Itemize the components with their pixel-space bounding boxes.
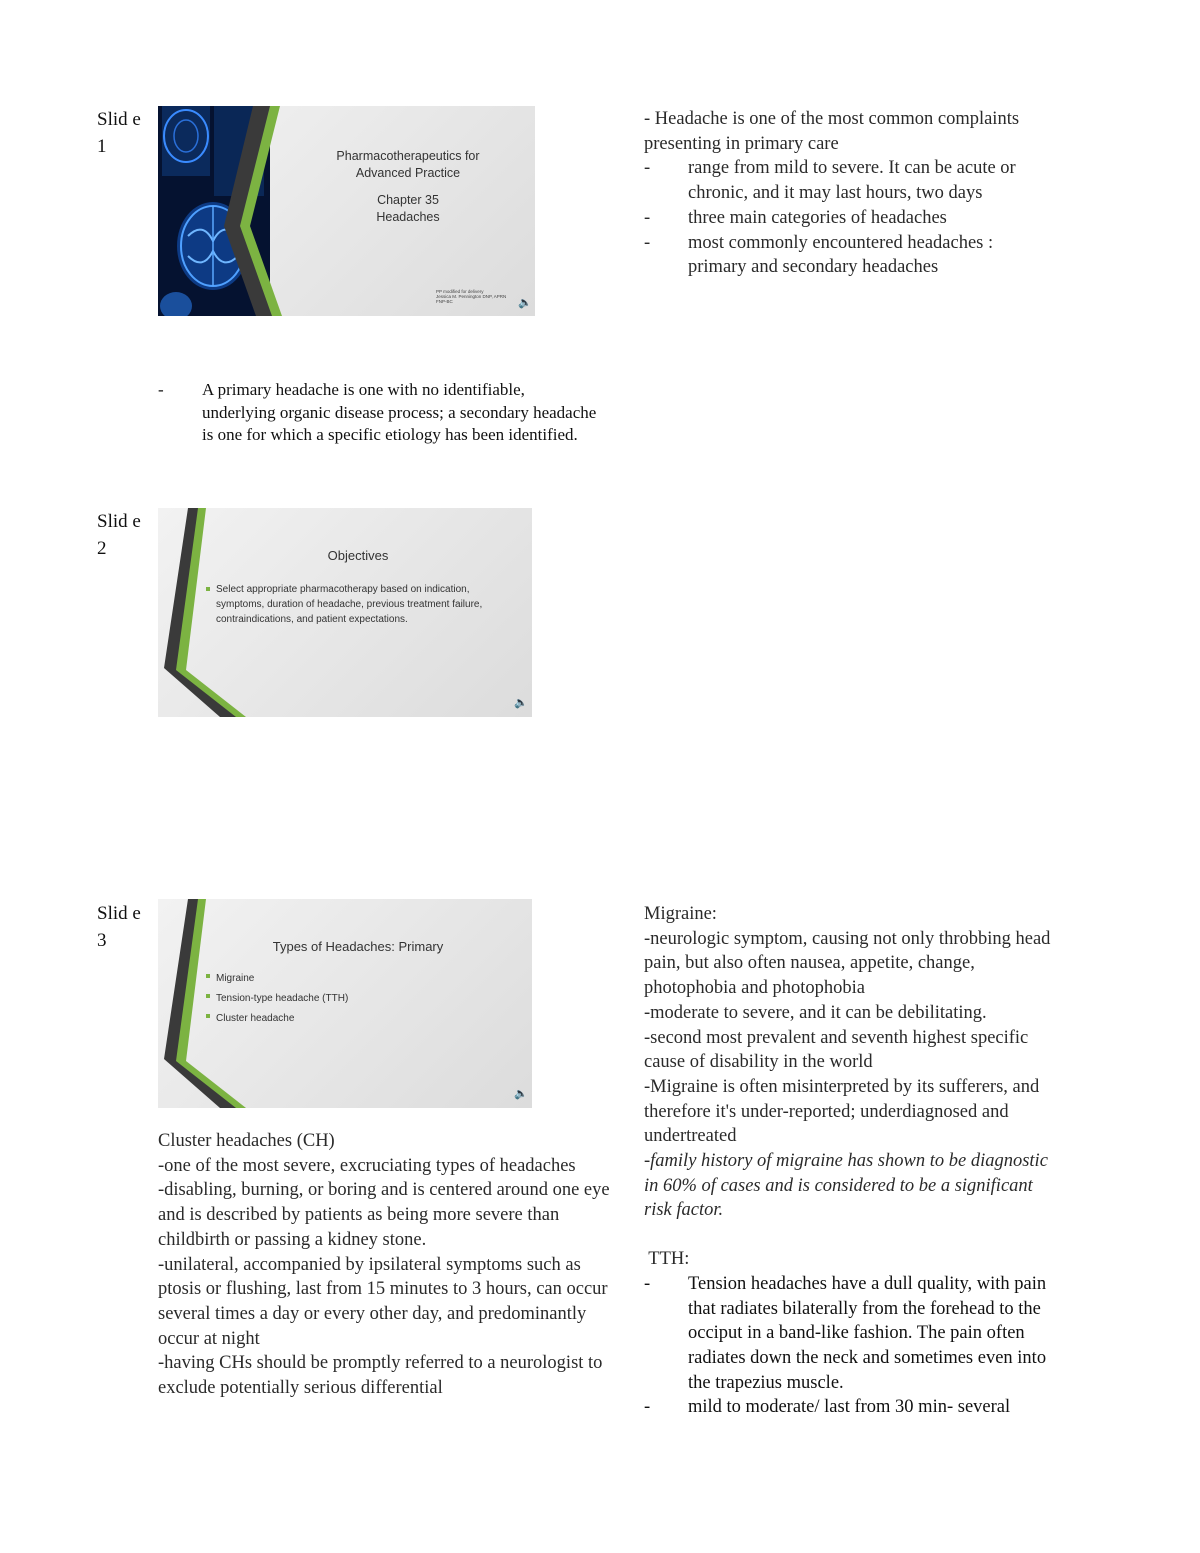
notes-lead: - Headache is one of the most common complaints presenting in primary care bbox=[644, 109, 1020, 154]
speaker-icon: 🔈 bbox=[514, 697, 528, 709]
cluster-line: -having CHs should be promptly referred to a neurologist to exclude potentially serious differential bbox=[158, 1353, 603, 1399]
speaker-icon: 🔈 bbox=[518, 297, 532, 309]
cluster-headache-notes bbox=[158, 1129, 616, 1401]
slide-1-title-line: Advanced Practice bbox=[355, 166, 461, 180]
slide-3-bullet: Tension-type headache (TTH) bbox=[206, 989, 466, 1009]
tth-heading: TTH: bbox=[644, 1249, 690, 1270]
slide-1-subtitle: Headaches bbox=[376, 210, 440, 224]
slide-1-notes bbox=[644, 107, 1064, 280]
migraine-family-history: -family history of migraine has shown to be diagnostic in 60% of cases and is considered to be a significant risk factor. bbox=[644, 1151, 1048, 1221]
primary-secondary-note: - A primary headache is one with no identifiable, underlying organic disease process; a secondary headache is one for which a specific etiology has been identified. bbox=[158, 379, 598, 447]
cluster-heading: Cluster headaches (CH) bbox=[158, 1131, 335, 1151]
slide-2-thumbnail bbox=[158, 508, 532, 717]
notes-item: - most commonly encountered headaches : primary and secondary headaches bbox=[644, 231, 1064, 280]
slide-1-title-line: Pharmacotherapeutics for bbox=[336, 149, 480, 163]
slide-1-credit: PP modified for delivery Jessica M. Pennington DNP, APRN FNP-BC bbox=[436, 289, 507, 304]
slide-2-bullet: Select appropriate pharmacotherapy based on indication, symptoms, duration of headache, previous treatment failure, contraindications, and patient expectations. bbox=[206, 582, 506, 627]
tth-item: - Tension headaches have a dull quality, with pain that radiates bilaterally from the forehead to the occiput in a band-like fashion. The pain often radiates down the neck and sometimes even into the trapezius muscle. bbox=[644, 1272, 1062, 1396]
notes-item: - three main categories of headaches bbox=[644, 206, 1064, 231]
slide-1-thumbnail bbox=[158, 106, 535, 316]
cluster-line: -unilateral, accompanied by ipsilateral symptoms such as ptosis or flushing, last from 15 minutes to 3 hours, can occur several times a day or every other day, and predominantly occur at night bbox=[158, 1254, 608, 1349]
notes-item: - range from mild to severe. It can be acute or chronic, and it may last hours, two days bbox=[644, 156, 1064, 205]
migraine-line: -second most prevalent and seventh highest specific cause of disability in the world bbox=[644, 1027, 1029, 1073]
migraine-line: -Migraine is often misinterpreted by its sufferers, and therefore it's under-reported; underdiagnosed and undertreated bbox=[644, 1076, 1040, 1147]
migraine-heading: Migraine: bbox=[644, 904, 717, 924]
slide-1-label: Slid e 1 bbox=[97, 109, 141, 157]
slide-1-below-notes bbox=[158, 379, 598, 447]
tth-item: - mild to moderate/ last from 30 min- several bbox=[644, 1395, 1062, 1420]
slide-3-title: Types of Headaches: Primary bbox=[272, 939, 444, 954]
slide-3-bullet: Cluster headache bbox=[206, 1009, 466, 1029]
slide-3-thumbnail bbox=[158, 899, 532, 1108]
migraine-line: -neurologic symptom, causing not only throbbing head pain, but also often nausea, appetite, change, photophobia and photophobia bbox=[644, 928, 1051, 999]
cluster-line: -disabling, burning, or boring and is centered around one eye and is described by patients as being more severe than childbirth or passing a kidney stone. bbox=[158, 1180, 610, 1250]
migraine-notes bbox=[644, 902, 1062, 1420]
cluster-line: -one of the most severe, excruciating types of headaches bbox=[158, 1155, 576, 1176]
slide-3-bullet: Migraine bbox=[206, 969, 466, 989]
speaker-icon: 🔈 bbox=[514, 1088, 528, 1100]
slide-2-label: Slid e 2 bbox=[97, 511, 141, 559]
slide-2-title: Objectives bbox=[327, 548, 389, 563]
slide-3-label: Slid e 3 bbox=[97, 903, 141, 951]
migraine-line: -moderate to severe, and it can be debilitating. bbox=[644, 1002, 987, 1023]
slide-1-chapter: Chapter 35 bbox=[377, 193, 439, 207]
